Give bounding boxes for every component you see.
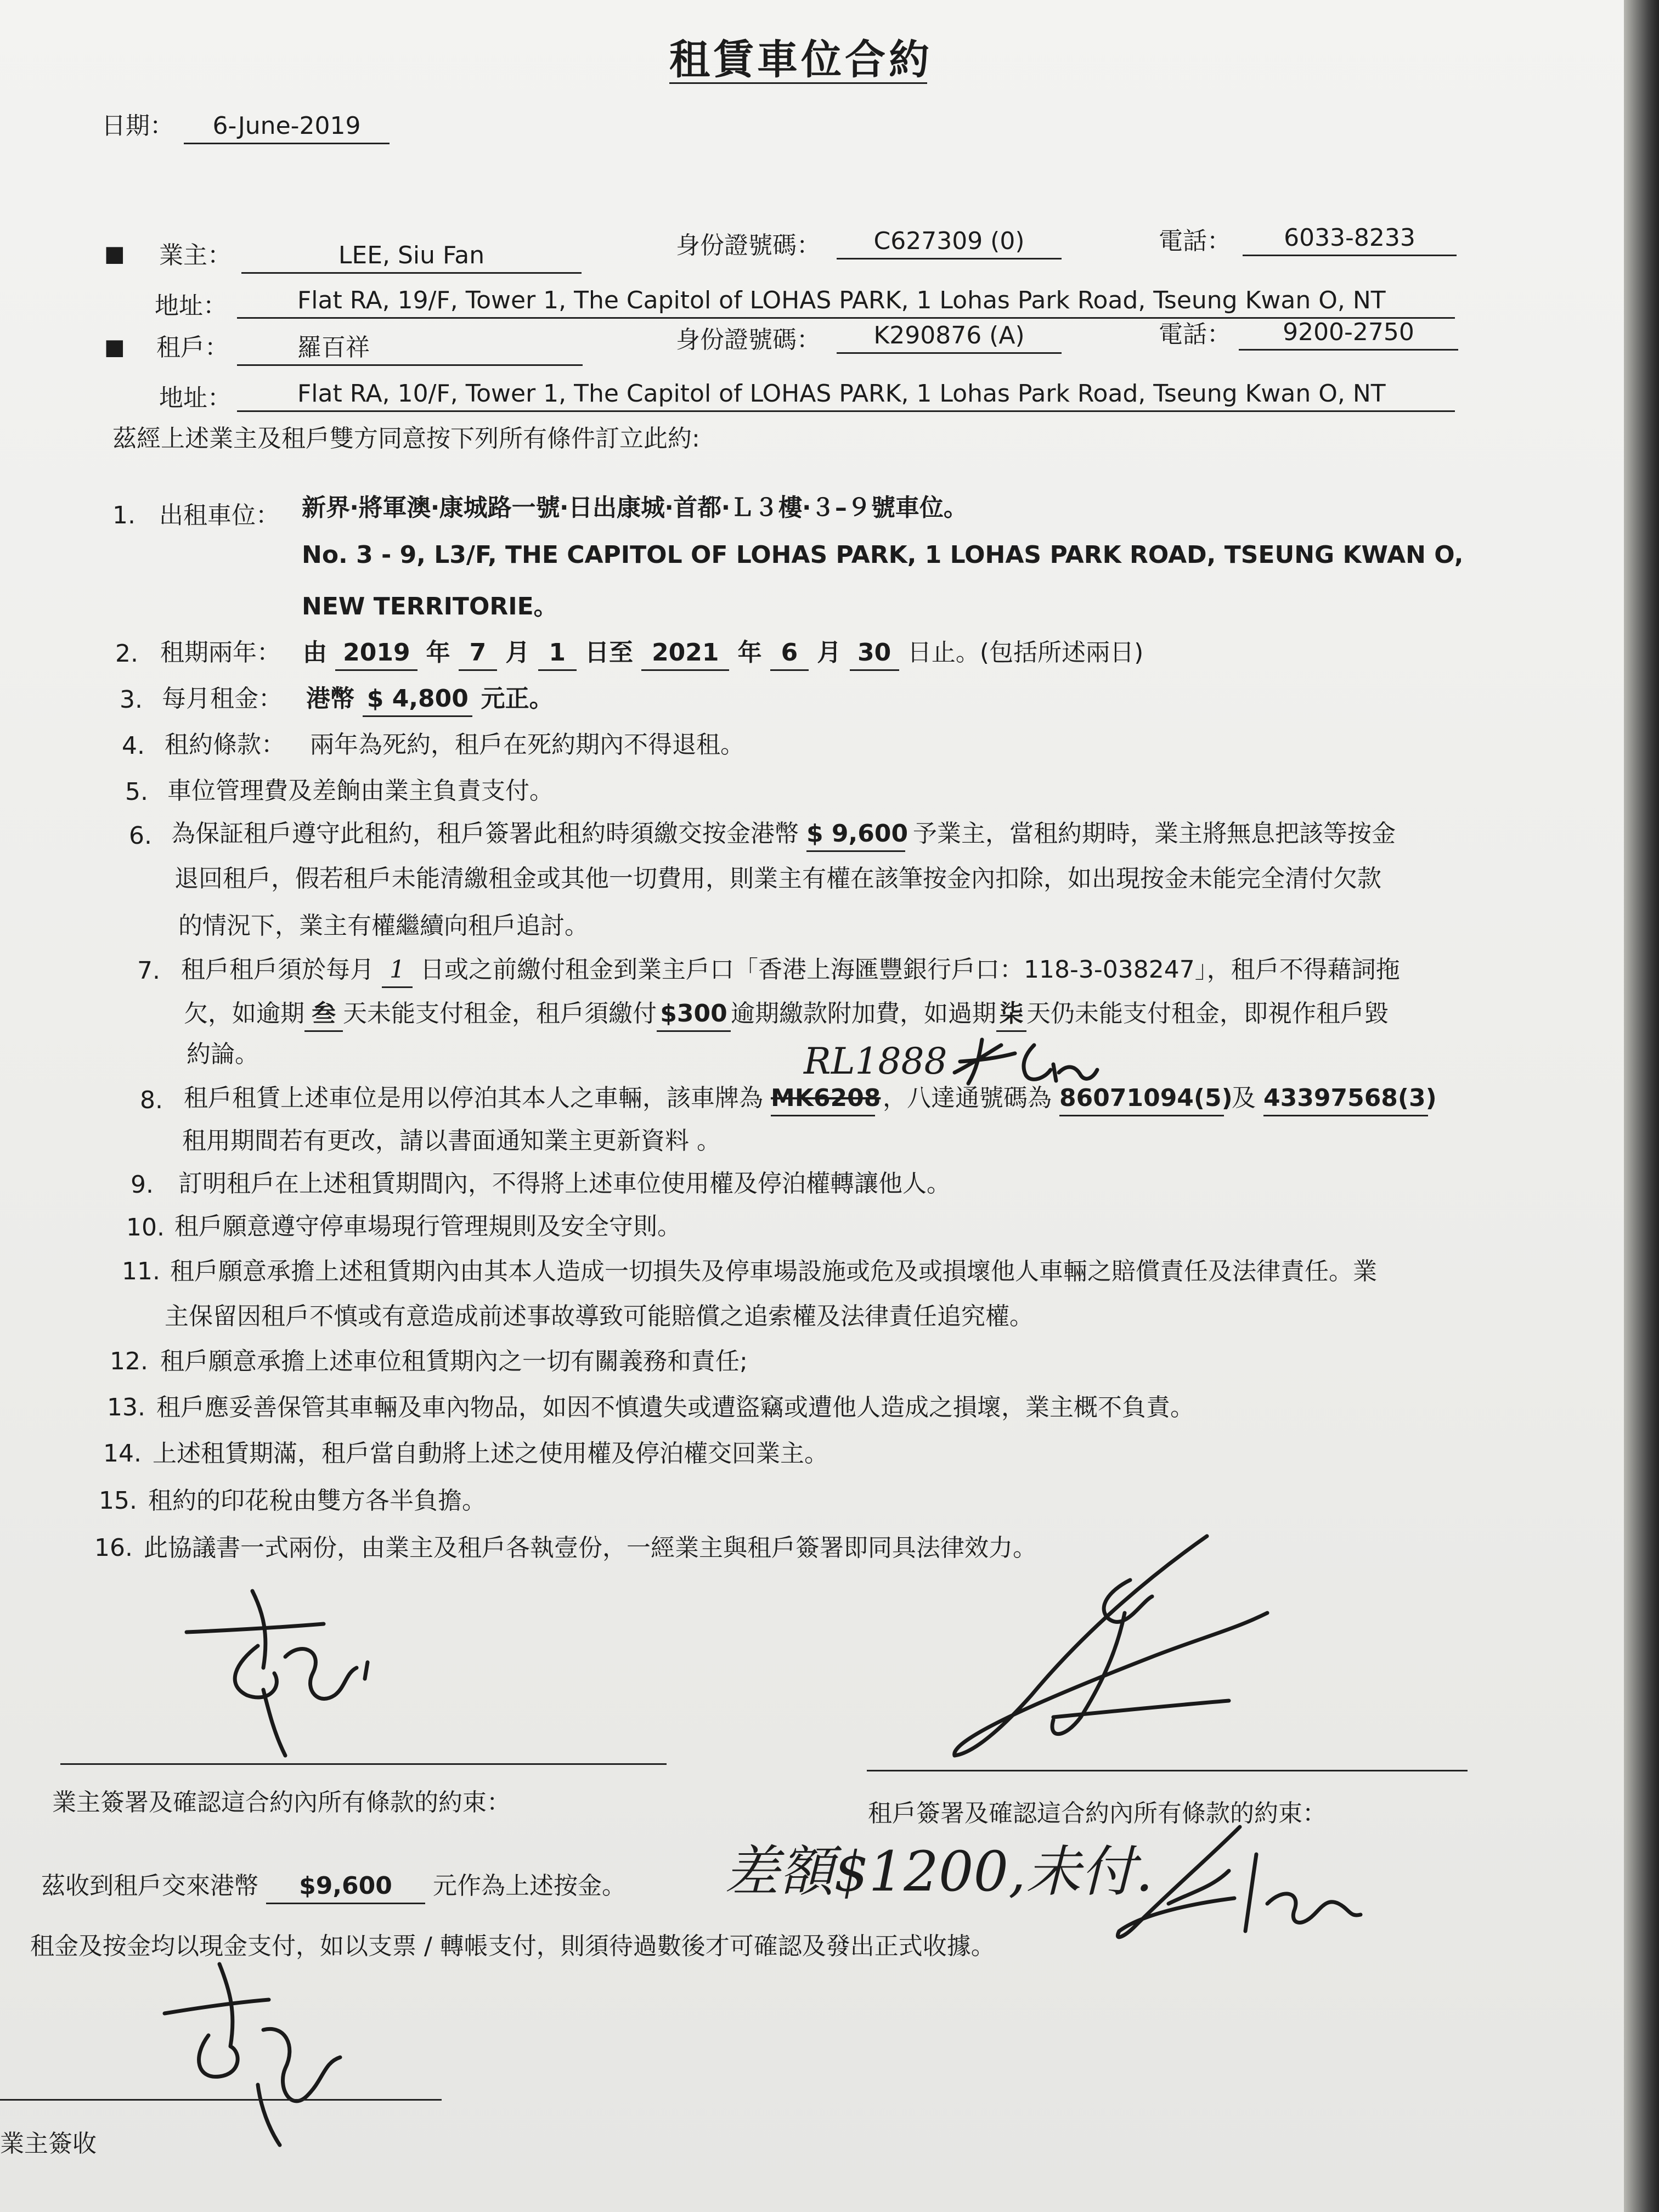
clause-8-line2: 租用期間若有更改，請以書面通知業主更新資料 。 (182, 1127, 721, 1155)
bullet: ■ (104, 241, 125, 267)
tenant-signature-caption: 租戶簽署及確認這合約內所有條款的約束： (868, 1799, 1327, 1827)
clause-2-text: 由 2019 年 7 月 1 日至 2021 年 6 月 30 日止。(包括所述兩日) (303, 636, 1143, 671)
clause-12-text: 租戶願意承擔上述車位租賃期內之一切有關義務和責任; (160, 1347, 748, 1375)
landlord-label: 業主： (159, 241, 232, 269)
clause-16-text: 此協議書一式兩份，由業主及租戶各執壹份，一經業主與租戶簽署即同具法律效力。 (144, 1534, 1037, 1562)
landlord-receipt-line (0, 2099, 442, 2101)
clause-1-en-line2: NEW TERRITORIE。 (302, 592, 558, 620)
landlord-name: LEE, Siu Fan (241, 239, 582, 274)
intro-text: 茲經上述業主及租戶雙方同意按下列所有條件訂立此約: (112, 425, 700, 453)
tenant-phone-label: 電話： (1159, 320, 1231, 348)
clause-number: 8. (140, 1086, 163, 1114)
clause-1-zh: 新界‧將軍澳‧康城路一號‧日出康城‧首都‧Ｌ３樓‧３–９號車位。 (302, 494, 968, 522)
title-underline (669, 82, 927, 84)
clause-11-line1: 租戶願意承擔上述租賃期內由其本人造成一切損失及停車場設施或危及或損壞他人車輛之賠償責任及法律責任。業 (170, 1257, 1377, 1285)
landlord-signature-caption: 業主簽署及確認這合約內所有條款的約束： (52, 1788, 511, 1816)
clause-6-line3: 的情況下，業主有權繼續向租戶追討。 (178, 912, 589, 940)
tenant-label: 租戶： (156, 334, 229, 362)
tenant-name: 羅百祥 (237, 331, 583, 366)
clause-15-text: 租約的印花稅由雙方各半負擔。 (148, 1487, 486, 1515)
landlord-phone-label: 電話： (1159, 227, 1231, 255)
clause-number: 1. (112, 501, 136, 529)
clause-number: 6. (129, 822, 152, 850)
tenant-address: Flat RA, 10/F, Tower 1, The Capitol of LOHAS PARK, 1 Lohas Park Road, Tseung Kwan O, NT (237, 377, 1455, 412)
clause-3-label: 每月租金： (162, 685, 283, 713)
tenant-signature-line (867, 1770, 1468, 1771)
clause-8-line1: 租戶租賃上述車位是用以停泊其本人之車輛，該車牌為 MK6208 ，八達通號碼為 86071094(5) 及 43397568(3) (184, 1082, 1428, 1116)
landlord-address-label: 地址： (155, 292, 227, 320)
clause-1-label: 出租車位： (159, 501, 280, 529)
landlord-id: C627309 (0) (837, 225, 1062, 259)
date-value: 6-June-2019 (184, 110, 390, 144)
tenant-id-label: 身份證號碼： (676, 326, 821, 354)
clause-number: 2. (115, 640, 138, 668)
clause-9-text: 訂明租戶在上述租賃期間內，不得將上述車位使用權及停泊權轉讓他人。 (178, 1170, 951, 1198)
clause-6-line2: 退回租戶，假若租戶未能清繳租金或其他一切費用，則業主有權在該筆按金內扣除，如出現按金未能完全清付欠款 (174, 865, 1381, 893)
landlord-receipt-signature (159, 1953, 368, 2151)
handwritten-plate-correction: RL1888 (804, 1040, 947, 1082)
clause-11-line2: 主保留因租戶不慎或有意造成前述事故導致可能賠償之追索權及法律責任追究權。 (165, 1302, 1034, 1330)
clause-1-en-line1: No. 3 - 9, L3/F, THE CAPITOL OF LOHAS PARK, 1 LOHAS PARK ROAD, TSEUNG KWAN O, (302, 541, 1464, 569)
clause-4-label: 租約條款： (165, 731, 285, 759)
payment-note: 租金及按金均以現金支付，如以支票 / 轉帳支付，則須待過數後才可確認及發出正式收據。 (30, 1932, 995, 1960)
clause-number: 12. (110, 1347, 148, 1375)
clause-number: 5. (125, 778, 148, 806)
clause-6-line1: 為保証租戶遵守此租約，租戶簽署此租約時須繳交按金港幣 $ 9,600 予業主，當租約期時，業主將無息把該等按金 (171, 817, 1396, 852)
clause-number: 9. (131, 1171, 154, 1199)
clause-4-text: 兩年為死約，租戶在死約期內不得退租。 (310, 731, 744, 759)
tenant-acknowledge-signature (1103, 1821, 1366, 1953)
tenant-address-label: 地址： (159, 384, 232, 412)
handwritten-balance-note: 差額$1200,未付. (724, 1839, 1153, 1904)
clause-number: 14. (103, 1440, 142, 1468)
clause-7-line3: 約論。 (187, 1040, 259, 1068)
landlord-receipt-label: 業主簽收 (0, 2130, 97, 2158)
clause-7-line1: 租戶租戶須於每月 1 日或之前繳付租金到業主戶口「香港上海匯豐銀行戶口：118-3-038247」，租戶不得藉詞拖 (181, 953, 1400, 988)
tenant-signature (944, 1531, 1284, 1761)
clause-10-text: 租戶願意遵守停車場現行管理規則及安全守則。 (174, 1212, 681, 1240)
date-label: 日期： (101, 112, 174, 140)
receipt-line: 茲收到租戶交來港幣 $9,600 元作為上述按金。 (41, 1870, 626, 1904)
clause-number: 10. (126, 1214, 165, 1242)
landlord-phone: 6033-8233 (1243, 222, 1457, 256)
clause-13-text: 租戶應妥善保管其車輛及車內物品，如因不慎遺失或遭盜竊或遭他人造成之損壞，業主概不負責。 (156, 1393, 1194, 1421)
clause-14-text: 上述租賃期滿，租戶當自動將上述之使用權及停泊權交回業主。 (153, 1440, 828, 1468)
clause-number: 15. (99, 1487, 137, 1515)
clause-number: 7. (137, 957, 160, 985)
clause-number: 13. (107, 1393, 145, 1421)
clause-number: 11. (122, 1257, 160, 1285)
clause-5-text: 車位管理費及差餉由業主負責支付。 (167, 777, 554, 805)
clause-7-line2: 欠，如逾期 叁 天未能支付租金，租戶須繳付 $300 逾期繳款附加費，如過期 柒 天仍未能支付租金，即視作租戶毀 (184, 997, 1389, 1032)
clause-2-label: 租期兩年： (160, 639, 281, 667)
clause-number: 4. (122, 732, 145, 760)
landlord-signature-line (60, 1763, 667, 1765)
bullet: ■ (104, 335, 125, 360)
clause-3-text: 港幣 $ 4,800 元正。 (306, 682, 554, 717)
landlord-address: Flat RA, 19/F, Tower 1, The Capitol of LOHAS PARK, 1 Lohas Park Road, Tseung Kwan O, NT (237, 284, 1455, 319)
landlord-signature (181, 1580, 417, 1767)
contract-title: 租賃車位合約 (669, 36, 933, 83)
tenant-id: K290876 (A) (837, 319, 1062, 354)
clause-number: 3. (120, 686, 143, 714)
landlord-id-label: 身份證號碼： (676, 232, 821, 259)
clause-number: 16. (94, 1534, 133, 1562)
desk-edge (1624, 0, 1659, 2212)
tenant-phone: 9200-2750 (1239, 316, 1458, 351)
